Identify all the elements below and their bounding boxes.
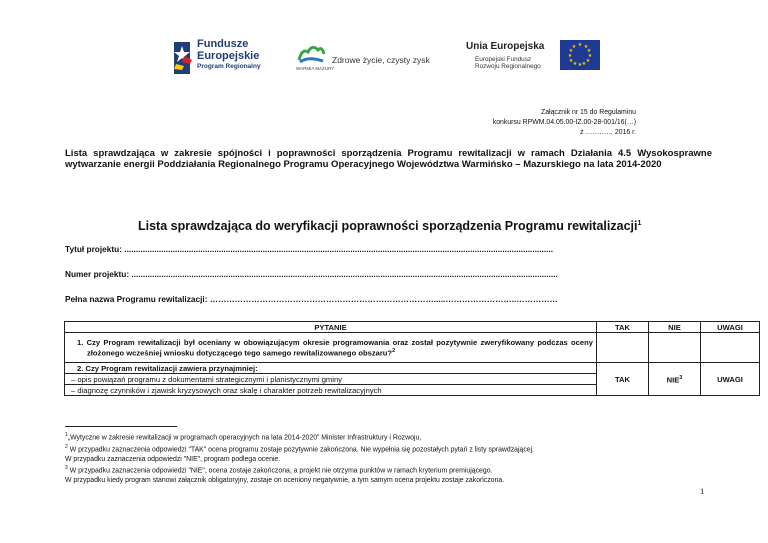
svg-text:★: ★: [577, 42, 583, 48]
header-uwagi: UWAGI: [701, 322, 760, 333]
svg-text:★: ★: [577, 62, 583, 68]
footnote-divider: [65, 426, 177, 427]
ue-logo-line1: Europejski Fundusz: [475, 56, 532, 63]
question-1-number: 1.: [77, 337, 84, 347]
svg-text:★: ★: [583, 44, 589, 50]
question-2-nie-label: NIE: [666, 375, 680, 385]
document-heading: Lista sprawdzająca w zakresie spójności i poprawności sporządzenia Programu rewitalizacji w ramach Działania 4.5 Wysokosprawne wytwarzanie energii Poddziałania Regionalnego Programu Operacyjnego Województwa Warmińsko – Mazurskiego na lata 2014-2020: [65, 148, 712, 170]
fundusze-europejskie-logo: [170, 34, 280, 78]
program-name-field: Pełna nazwa Programu rewitalizacji: ……………………………………………………………………….....……………………..……………: [65, 294, 558, 304]
question-1-text: Czy Program rewitalizacji był oceniany w obowiązującym okresie programowania oraz został pozytywnie zweryfikowany podczas oceny złożonego wcześniej wniosku dotyczącego tego samego rewitalizowanego obszaru?: [86, 337, 593, 358]
question-2-text: Czy Program rewitalizacji zawiera przynajmniej:: [85, 363, 258, 373]
question-1-uwagi-cell[interactable]: [701, 333, 760, 363]
checklist-title: [138, 219, 641, 233]
question-1: [65, 333, 597, 363]
svg-text:★: ★: [586, 48, 592, 54]
annex-line2: konkursu RPWM.04.05.00-IZ.00-28-001/16(…): [492, 119, 636, 126]
question-1-tak-cell[interactable]: [597, 333, 649, 363]
footnote-2: $^2$ W przypadku zaznaczenia odpowiedzi "TAK" ocena programu zostaje pozytywnie zakończona. Nie wypełnia się pozostałych pytań z listy sprawdzającej.: [65, 443, 535, 454]
footnotes: [65, 431, 715, 486]
annex-note: [493, 108, 636, 138]
header-nie: NIE: [649, 322, 701, 333]
question-1-nie-cell[interactable]: [649, 333, 701, 363]
question-1-footnote-ref: 2: [392, 347, 396, 354]
question-2-nie-footnote-ref: 3: [679, 374, 683, 381]
wm-logo-name: WARMIA MAZURY: [296, 66, 335, 71]
ue-logo-title: Unia Europejska: [466, 41, 545, 52]
question-2-nie-cell[interactable]: [649, 363, 701, 396]
svg-text:★: ★: [571, 44, 577, 50]
table-row: [65, 363, 760, 374]
wm-logo-slogan: Zdrowe życie, czysty zysk: [332, 55, 430, 65]
footnote-2-text: W przypadku zaznaczenia odpowiedzi "TAK" ocena programu zostaje pozytywnie zakończona. Nie wypełnia się pozostałych pytań z listy sprawdzającej.: [69, 446, 535, 454]
header-tak: TAK: [597, 322, 649, 333]
footnote-1: $^1$„Wytyczne w zakresie rewitalizacji w programach operacyjnych na lata 2014-2020” Minister Infrastruktury i Rozwoju,: [65, 432, 422, 442]
fe-logo-line2: Europejskie: [197, 50, 260, 62]
footnote-3: $^3$ W przypadku zaznaczenia odpowiedzi "NIE", ocena zostaje zakończona, a projekt nie otrzyma punktów w ramach kryterium premiującego.: [65, 465, 493, 475]
footnote-1-text: „Wytyczne w zakresie rewitalizacji w programach operacyjnych na lata 2014-2020” Minister Infrastruktury i Rozwoju,: [67, 434, 422, 442]
svg-text:★: ★: [567, 53, 573, 59]
checklist-title-footnote-ref: 1: [637, 219, 642, 227]
header-question: PYTANIE: [65, 322, 597, 333]
question-2: [65, 363, 597, 374]
fe-logo-subtitle: Program Regionalny: [197, 63, 261, 70]
project-title-field: Tytuł projektu: ..........................................................................................................................................................................................: [65, 244, 554, 254]
table-header-row: [65, 322, 760, 333]
ue-logo-line2: Rozwoju Regionalnego: [475, 63, 541, 71]
question-2-number: 2.: [77, 363, 84, 373]
checklist-title-text: Lista sprawdzająca do weryfikacji poprawności sporządzenia Programu rewitalizacji: [138, 219, 638, 233]
svg-text:★: ★: [585, 58, 591, 64]
fe-logo-line1: Fundusze: [197, 38, 249, 50]
footnote-2b: W przypadku zaznaczenia odpowiedzi "NIE", program podlega ocenie.: [65, 455, 281, 463]
annex-line1: Załącznik nr 15 do Regulaminu: [541, 109, 636, 116]
question-2-uwagi-cell[interactable]: UWAGI: [701, 363, 760, 396]
annex-line3: z ………… 2016 r.: [580, 129, 636, 136]
footnote-4: W przypadku kiedy program stanowi załącznik obligatoryjny, zostaje on oceniony negatywnie, a tym samym ocena projektu zostaje zakończona.: [65, 477, 505, 485]
unia-europejska-logo: [466, 38, 606, 78]
sub-item-1: – opis powiązań programu z dokumentami strategicznymi i planistycznymi gminy: [65, 374, 597, 385]
footnote-3-text: W przypadku zaznaczenia odpowiedzi "NIE", ocena zostaje zakończona, a projekt nie otrzyma punktów w ramach kryterium premiującego.: [69, 467, 493, 475]
page-number: 1: [700, 486, 705, 496]
sub-item-2: – diagnozę czynników i zjawisk kryzysowych oraz skalę i charakter potrzeb rewitalizacyjnych: [65, 385, 597, 396]
checklist-table: [64, 321, 760, 396]
question-2-tak-cell[interactable]: TAK: [597, 363, 649, 396]
svg-text:★: ★: [581, 61, 587, 67]
project-number-field: Numer projektu: .........................................................................................................................................................................................: [65, 269, 558, 279]
eu-flag-icon: [560, 40, 600, 70]
warmia-mazury-logo: [296, 42, 476, 76]
wm-emblem-icon: [296, 42, 326, 66]
svg-text:★: ★: [587, 53, 593, 59]
svg-text:★: ★: [568, 58, 574, 64]
fe-star-icon: [170, 36, 196, 76]
svg-text:★: ★: [568, 48, 574, 54]
svg-text:★: ★: [572, 61, 578, 67]
table-row: [65, 333, 760, 363]
